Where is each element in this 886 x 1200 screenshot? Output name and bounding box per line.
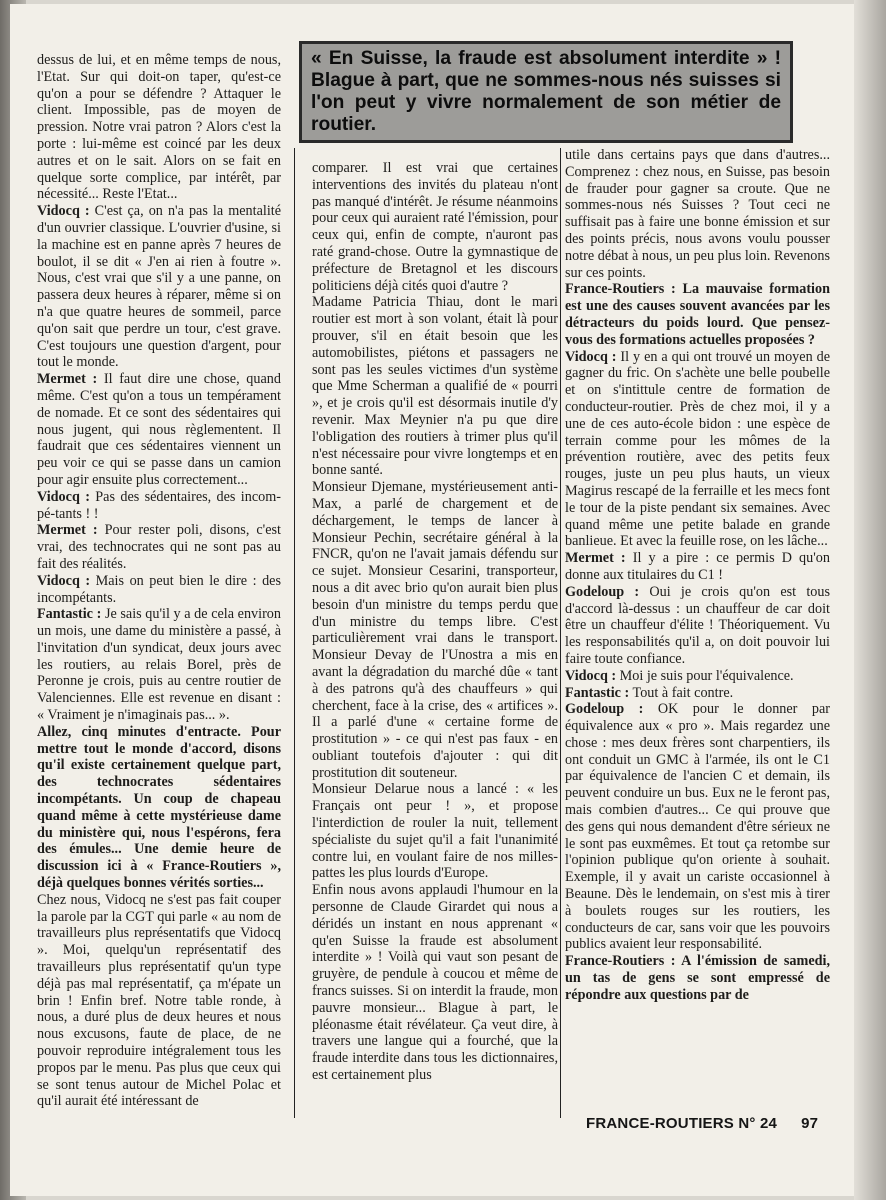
speaker-name: Fantastic : xyxy=(37,606,102,623)
article-column-2 xyxy=(312,160,558,1084)
article-column-3 xyxy=(565,147,830,1004)
scan-right-edge xyxy=(854,0,886,1200)
page-footer xyxy=(586,1115,818,1132)
editorial-bold-text: Allez, cinq minutes d'entracte. Pour mettre tout le monde d'accord, disons qu'il existe certainement quelque part, des technocrates sédentaires incompétants. Un coup de chapeau quand même à cette mystérieuse dame du ministère qui, nous l'espérons, fera des émules... Une demie heure de discussion ici à « France-Routiers », déjà quelques bonnes vérités sorties... xyxy=(37,723,281,892)
article-paragraph xyxy=(565,281,830,348)
paragraph-text: Moi je suis pour l'équivalence. xyxy=(616,667,794,684)
paragraph-text: utile dans certains pays que dans d'autres... Comprenez : chez nous, en Suisse, pas besoin de frauder pour gagner sa croute. Que ne sommes-nous nés Suisses ? Tout ceci ne suffisait pas à faire une bonne émission et sur des points précis, nous avons voulu pousser notre débat à nous, un peu plus loin. Revenons sur ces points. xyxy=(565,147,830,281)
paragraph-text: Tout à fait contre. xyxy=(629,684,734,701)
article-paragraph xyxy=(565,685,830,702)
paragraph-text: Mais on peut bien le dire : des incompétants. xyxy=(37,572,281,606)
paragraph-text: OK pour le donner par équivalence aux « pro ». Mais regardez une chose : mes deux frères sont charpentiers, ils ont conduit un GMC à l'armée, ils ont le C1 par équivalence de l'ancien C et demain, ils peuvent conduire un bus. Eux ne le feront pas, mais combien d'autres... Ce qui prouve que des gens qui nous demandent d'être sérieux ne le sont pas euxmêmes. Et tout ça retombe sur l'opinion publique qu'on oriente à souhait. Exemple, il y avait un cariste occasionnel à Beaune. Dès le lendemain, on s'est mis à tirer à boulets rouges sur les routiers, les conducteurs de car, sans voir que les pouvoirs publics avaient leur responsabilité. xyxy=(565,701,831,953)
speaker-name: France-Routiers : La mauvaise formation est une des causes souvent avancées par les détracteurs du poids lourd. Que pensez-vous des formations actuelles proposées ? xyxy=(565,281,830,348)
article-paragraph xyxy=(37,724,281,892)
speaker-name: Vidocq : xyxy=(565,348,617,365)
paragraph-text: Enfin nous avons applaudi l'humour en la personne de Claude Girardet qui nous a déridés un instant en nous apprenant « qu'en Suisse la fraude est absolument interdite » ! Voilà qui vaut son pesant de gruyère, de pendule à coucou et même de francs suisses. Si on interdit la fraude, mon pauvre monsieur... Blague à part, le pléonasme était révélateur. Ça veut dire, à travers une langue qui a fourché, que la fraude interdite dans tous les dictionnaires, est certainement plus xyxy=(312,882,558,1084)
speaker-name: Vidocq : xyxy=(37,488,90,505)
article-paragraph xyxy=(565,584,830,668)
column-rule-left xyxy=(294,148,295,1118)
paragraph-text: Oui je crois qu'on est tous d'accord là-dessus : un chauffeur de car doit être un chauffeur d'élite ! Théoriquement. Vu les responsabilités qu'il a, on doit pouvoir lui faire toute confiance. xyxy=(565,583,830,667)
paragraph-text: C'est ça, on n'a pas la mentalité d'un ouvrier classique. L'ouvrier d'usine, si la machine est en panne après 7 heures de boulot, il se dit « J'en ai rien à foutre ». Nous, c'est vrai que s'il y a une panne, on passera deux heures à réparer, même si on n'a que quatre heures de sommeil, parce qu'on sait que perdre un tour, c'est grave. C'est toujours une question d'argent, pour tout le monde. xyxy=(37,203,282,371)
paragraph-text: comparer. Il est vrai que certaines interventions des invités du plateau n'ont pas manqué d'intérêt. Je résume néanmoins pour ceux qui auraient raté l'émission, pour ceux qui, enfin de compte, n'auront pas raté grand-chose. Outre la gymnastique de préfecture de Bretagnol et les discours politiciens déjà cités quoi d'autre ? xyxy=(312,160,558,294)
speaker-name: Mermet : xyxy=(37,522,98,539)
paragraph-text: Chez nous, Vidocq ne s'est pas fait couper la parole par la CGT qui parle « au nom de travailleurs plus représentatifs que Vidocq ». Moi, quelqu'un représentatif des travailleurs plus représentatif qu'un type déjà pas mal représentatif, ça m'épate un brin ! Enfin bref. Notre table ronde, à nous, a duré plus de deux heures et nous nous excusons, faute de place, de ne pouvoir reproduire intégralement tous les propos par le menu. Pas plus que ceux qui se sont tenus autour de Michel Polac et qu'il aurait été intéressant de xyxy=(37,891,281,1110)
article-paragraph xyxy=(565,550,830,584)
pull-quote-text: « En Suisse, la fraude est absolument interdite » ! Blague à part, que ne sommes-nous nés suisses si l'on peut y vivre normalement de son métier de routier. xyxy=(311,48,781,135)
article-paragraph xyxy=(312,294,558,479)
pull-quote-box xyxy=(299,41,793,143)
speaker-name: Vidocq : xyxy=(37,203,90,220)
paragraph-text: Pour rester poli, disons, c'est vrai, des technocrates qui ne sont pas au fait des réalités. xyxy=(37,522,281,572)
speaker-name: France-Routiers : A l'émission de samedi, un tas de gens se sont empressé de répondre aux questions par de xyxy=(565,953,830,1003)
speaker-name: Mermet : xyxy=(565,550,626,567)
article-paragraph xyxy=(37,892,281,1110)
article-paragraph xyxy=(312,882,558,1084)
article-paragraph xyxy=(565,147,830,281)
article-paragraph xyxy=(37,203,281,371)
page-number: 97 xyxy=(801,1115,819,1132)
article-paragraph xyxy=(312,160,558,294)
article-paragraph xyxy=(565,701,830,953)
paragraph-text: Monsieur Djemane, mystérieusement anti-Max, a parlé de chargement et de déchargement, le temps de lancer à Monsieur Pechin, secrétaire général à la FNCR, qu'on ne l'avait jamais défendu sur ce sujet. Monsieur Cesarini, transporteur, nous a dit avec brio qu'on aurait bien plus besoin d'un ministre du temps perdu que d'un ministre du temps libre. C'est particulièrement vrai dans le transport. Monsieur Devay de l'Unostra a mis en avant la dégradation du marché dûe « tant à des patrons qu'à des chauffeurs » qui cherchent, face à la crise, des « artifices ». Il a parlé d'une « certaine forme de prostitution » - ce qui n'est pas faux - en oubliant toutefois d'ajouter : qui dit prostitution dit souteneur. xyxy=(312,479,558,781)
article-paragraph xyxy=(565,349,830,551)
speaker-name: Mermet : xyxy=(37,371,98,388)
paragraph-text: dessus de lui, et en même temps de nous, l'Etat. Sur qui doit-on taper, qu'est-ce qu'on a pour se défendre ? Attaquer le client. Impossible, pas de moyen de pression. Notre vrai patron ? Alors c'est la porte : lui-même est coincé par les deux autres et on le sait. Alors on se fait en quelque sorte complice, par intérêt, par nécessité... Reste l'Etat... xyxy=(37,52,281,203)
article-paragraph xyxy=(565,668,830,685)
paragraph-text: Madame Patricia Thiau, dont le mari routier est mort à son volant, était là pour prouver, s'il en était besoin que les automobilistes, piétons et passagers ne sont pas les seules victimes d'un système que Mme Scherman a qualifié de « pourri », et je crois qu'il est désormais inutile d'y revenir. Max Meynier n'a pu que dire l'obligation des routiers à trimer plus qu'il n'est nécessaire pour vivre longtemps et en bonne santé. xyxy=(312,294,558,479)
paragraph-text: Monsieur Delarue nous a lancé : « les Français ont peur ! », et propose l'interdiction de rouler la nuit, tellement spécialiste du sujet qu'il a fait l'unanimité contre lui, en voulant faire de nos milles-pattes les plus lourds d'Europe. xyxy=(312,781,558,882)
column-rule-middle xyxy=(560,148,561,1118)
speaker-name: Fantastic : xyxy=(565,684,630,701)
article-paragraph xyxy=(37,573,281,607)
article-paragraph xyxy=(37,606,281,724)
speaker-name: Vidocq : xyxy=(37,572,91,589)
paragraph-text: Il y en a qui ont trouvé un moyen de gagner du fric. On s'achète une belle poubelle et on s'intittule centre de formation de conducteur-routier. Près de chez moi, il y a une de ces auto-école bidon : une espèce de terrain comme pour les mômes de la prévention routière, avec des petits feux rouges, juste un peu plus hauts, un vieux Magirus rescapé de la ferraille et les mecs font le tour de la piste pendant six semaines. Avec quand même une petite balade en grande banlieue. Et avec la feuille rose, on les lâche... xyxy=(565,348,830,550)
speaker-name: Godeloup : xyxy=(565,701,644,718)
article-paragraph xyxy=(312,781,558,882)
article-paragraph xyxy=(37,371,281,489)
article-paragraph xyxy=(37,52,281,203)
article-column-1 xyxy=(37,52,281,1110)
paragraph-text: Il faut dire une chose, quand même. C'est qu'on a tous un tempérament de nomade. Et ce sont des sédentaires qui nous jugent, qui nous règlementent. Il faudrait que ces sédentaires viennent un peu voir ce qui se passe dans un camion pour agir ensuite plus correctement... xyxy=(37,371,281,488)
article-paragraph xyxy=(37,522,281,572)
paragraph-text: Il y a pire : ce permis D qu'on donne aux titulaires du C1 ! xyxy=(565,550,830,583)
article-paragraph xyxy=(565,953,830,1003)
speaker-name: Godeloup : xyxy=(565,583,640,600)
paragraph-text: Je sais qu'il y a de cela environ un mois, une dame du ministère a passé, à l'invitation d'un syndicat, deux jours avec les routiers, au relais Borel, près de Peronne je crois, puis au centre routier de Valenciennes. Elle est revenue en disant : « Vraiment je n'imaginais pas... ». xyxy=(37,606,281,724)
paragraph-text: Pas des sédentaires, des incom-pé-tants ! ! xyxy=(37,488,281,522)
magazine-issue: FRANCE-ROUTIERS N° 24 xyxy=(586,1115,778,1132)
article-paragraph xyxy=(37,489,281,523)
speaker-name: Vidocq : xyxy=(565,667,617,684)
article-paragraph xyxy=(312,479,558,781)
